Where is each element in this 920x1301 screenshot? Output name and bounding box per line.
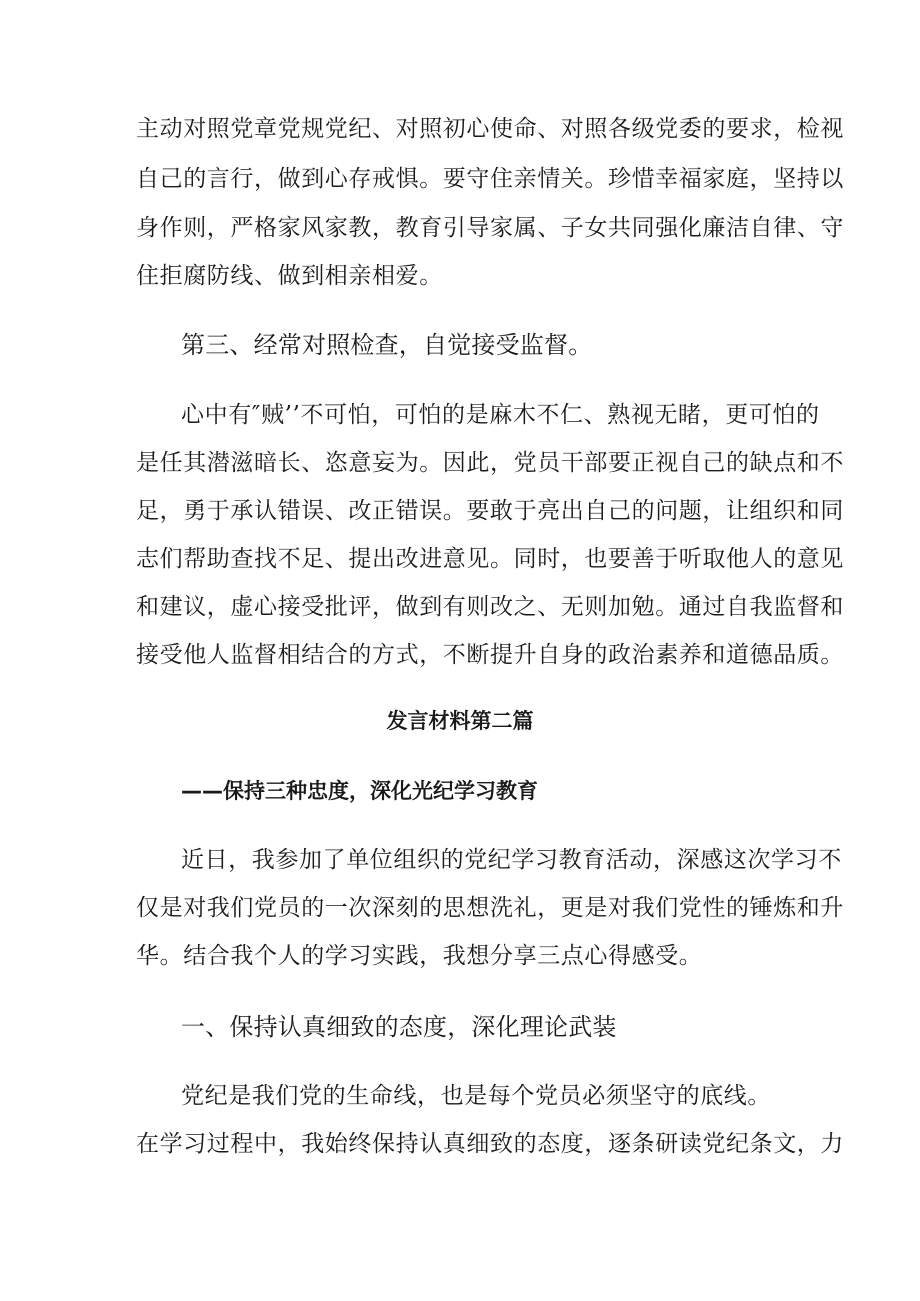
paragraph-3-line-1: 近日，我参加了单位组织的党纪学习教育活动，深感这次学习不 xyxy=(181,847,842,873)
paragraph-1-line-4: 住拒腐防线、做到相亲相爱。 xyxy=(136,263,443,289)
heading-third: 第三、经常对照检查，自觉接受监督。 xyxy=(181,331,593,359)
paragraph-2-line-1: 心中有″贼’’不可怕，可怕的是麻木不仁、熟视无睹，更可怕的 xyxy=(181,402,820,428)
paragraph-3-line-2: 仅是对我们党员的一次深刻的思想洗礼，更是对我们党性的锤炼和升 xyxy=(136,895,844,921)
heading-first: 一、保持认真细致的态度，深化理论武装 xyxy=(181,1013,617,1041)
section-subtitle: ——保持三种忠度，深化光纪学习教育 xyxy=(181,779,538,803)
section-title: 发言材料第二篇 xyxy=(386,709,534,733)
paragraph-1-line-1: 主动对照党章党规党纪、对照初心使命、对照各级党委的要求，检视 xyxy=(136,116,844,142)
paragraph-4-line-2: 在学习过程中，我始终保持认真细致的态度，逐条研读党纪条文，力 xyxy=(136,1131,844,1157)
paragraph-1-line-2: 自己的言行，做到心存戒惧。要守住亲情关。珍惜幸福家庭，坚持以 xyxy=(136,166,844,192)
paragraph-3-line-3: 华。结合我个人的学习实践，我想分享三点心得感受。 xyxy=(136,943,703,969)
paragraph-2-line-4: 志们帮助查找不足、提出改进意见。同时，也要善于听取他人的意见 xyxy=(136,546,844,572)
paragraph-2-line-6: 接受他人监督相结合的方式，不断提升自身的政治素养和道德品质。 xyxy=(136,642,844,668)
paragraph-4-line-1: 党纪是我们党的生命线，也是每个党员必须坚守的底线。 xyxy=(181,1083,771,1109)
paragraph-2-line-3: 足，勇于承认错误、改正错误。要敢于亮出自己的问题，让组织和同 xyxy=(136,498,844,524)
paragraph-2-line-2: 是任其潜滋暗长、恣意妄为。因此，党员干部要正视自己的缺点和不 xyxy=(136,450,844,476)
paragraph-1-line-3: 身作则，严格家风家教，教育引导家属、子女共同强化廉洁自律、守 xyxy=(136,215,844,241)
paragraph-2-line-5: 和建议，虚心接受批评，做到有则改之、无则加勉。通过自我监督和 xyxy=(136,594,844,620)
